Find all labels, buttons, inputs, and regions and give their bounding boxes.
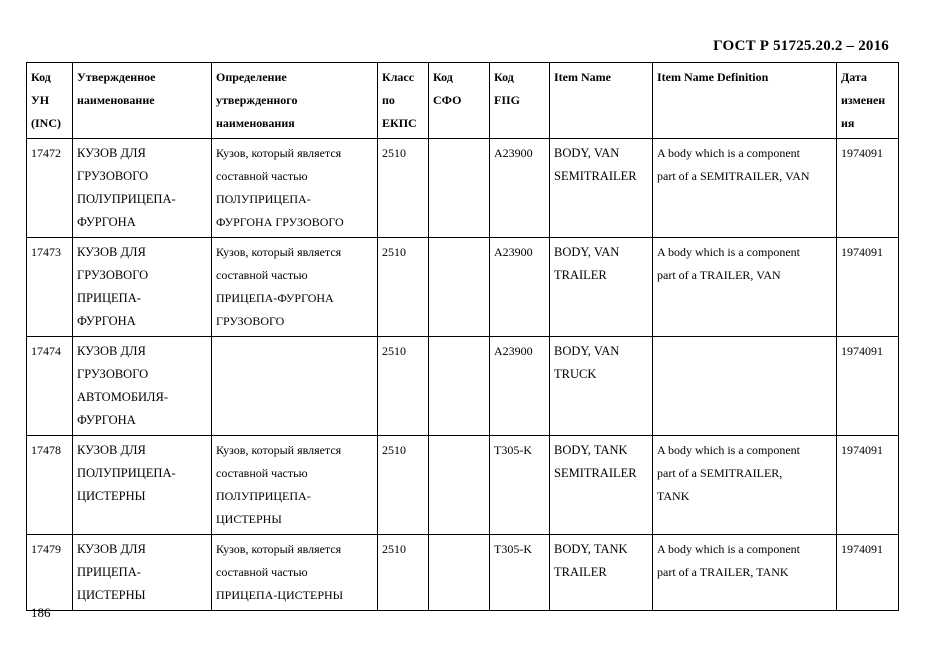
nomenclature-table	[26, 62, 899, 611]
cell-approved-name	[73, 238, 212, 337]
cell-approved-name	[73, 337, 212, 436]
header-line: утвержденного	[216, 93, 298, 107]
cell-line: КУЗОВ ДЛЯ	[77, 245, 146, 259]
cell-sfo	[429, 535, 490, 611]
cell-line: составной частью	[216, 169, 308, 183]
cell-item-definition	[653, 337, 837, 436]
cell-date: 1974091	[837, 535, 899, 611]
cell-line: A body which is a component	[657, 542, 800, 556]
cell-line: ГРУЗОВОГО	[77, 169, 149, 183]
cell-definition	[212, 337, 378, 436]
cell-line: part of a SEMITRAILER,	[657, 466, 783, 480]
cell-line: SEMITRAILER	[554, 169, 637, 183]
cell-item-definition	[653, 139, 837, 238]
cell-item-definition	[653, 535, 837, 611]
cell-inc: 17479	[27, 535, 73, 611]
header-line: Дата	[841, 70, 867, 84]
cell-fiig: T305-K	[490, 436, 550, 535]
table-row	[27, 535, 899, 611]
cell-line: Кузов, который является	[216, 542, 342, 556]
cell-line: BODY, VAN	[554, 245, 620, 259]
cell-item-name	[550, 238, 653, 337]
cell-line: BODY, TANK	[554, 443, 628, 457]
cell-date: 1974091	[837, 238, 899, 337]
header-line: (INC)	[31, 116, 61, 130]
header-col-inc	[27, 63, 73, 139]
cell-line: КУЗОВ ДЛЯ	[77, 146, 146, 160]
header-col-sfo	[429, 63, 490, 139]
cell-line: КУЗОВ ДЛЯ	[77, 344, 146, 358]
cell-fiig: A23900	[490, 238, 550, 337]
table-row	[27, 436, 899, 535]
cell-line: ФУРГОНА	[77, 215, 136, 229]
cell-line: A body which is a component	[657, 146, 800, 160]
cell-line: ЦИСТЕРНЫ	[216, 512, 282, 526]
cell-line: TRUCK	[554, 367, 597, 381]
cell-approved-name	[73, 436, 212, 535]
header-col-fiig	[490, 63, 550, 139]
cell-sfo	[429, 139, 490, 238]
cell-line: ГРУЗОВОГО	[216, 314, 285, 328]
cell-item-name	[550, 436, 653, 535]
cell-line: ПОЛУПРИЦЕПА-	[77, 192, 176, 206]
cell-line: КУЗОВ ДЛЯ	[77, 542, 146, 556]
cell-line: ПРИЦЕПА-	[77, 291, 141, 305]
header-line: Определение	[216, 70, 287, 84]
cell-line: составной частью	[216, 268, 308, 282]
cell-item-definition	[653, 436, 837, 535]
header-line: Код	[433, 70, 453, 84]
cell-line: ГРУЗОВОГО	[77, 367, 149, 381]
table-row	[27, 238, 899, 337]
cell-line: A body which is a component	[657, 443, 800, 457]
cell-fiig: T305-K	[490, 535, 550, 611]
cell-date: 1974091	[837, 337, 899, 436]
table-row	[27, 337, 899, 436]
header-col-item-name	[550, 63, 653, 139]
cell-line: part of a TRAILER, TANK	[657, 565, 789, 579]
cell-line: ФУРГОНА	[77, 413, 136, 427]
header-line: УН	[31, 93, 50, 107]
cell-date: 1974091	[837, 436, 899, 535]
cell-line: ПОЛУПРИЦЕПА-	[216, 192, 311, 206]
header-line: ЕКПС	[382, 116, 417, 130]
cell-sfo	[429, 337, 490, 436]
cell-inc: 17472	[27, 139, 73, 238]
cell-class: 2510	[378, 436, 429, 535]
header-line: ия	[841, 116, 855, 130]
cell-line: ФУРГОНА	[77, 314, 136, 328]
cell-date: 1974091	[837, 139, 899, 238]
cell-line: ПРИЦЕПА-	[77, 565, 141, 579]
cell-definition	[212, 139, 378, 238]
cell-class: 2510	[378, 535, 429, 611]
header-line: изменен	[841, 93, 886, 107]
cell-class: 2510	[378, 337, 429, 436]
cell-class: 2510	[378, 139, 429, 238]
cell-line: КУЗОВ ДЛЯ	[77, 443, 146, 457]
cell-line: составной частью	[216, 565, 308, 579]
cell-line: part of a TRAILER, VAN	[657, 268, 781, 282]
cell-approved-name	[73, 535, 212, 611]
cell-inc: 17474	[27, 337, 73, 436]
cell-line: BODY, TANK	[554, 542, 628, 556]
cell-definition	[212, 535, 378, 611]
cell-definition	[212, 238, 378, 337]
cell-class: 2510	[378, 238, 429, 337]
cell-line: АВТОМОБИЛЯ-	[77, 390, 169, 404]
page-number: 186	[31, 605, 51, 620]
cell-item-definition	[653, 238, 837, 337]
header-line: Класс	[382, 70, 415, 84]
header-line: наименование	[77, 93, 155, 107]
header-col-definition	[212, 63, 378, 139]
cell-line: ЦИСТЕРНЫ	[77, 588, 146, 602]
table-row	[27, 139, 899, 238]
cell-item-name	[550, 337, 653, 436]
header-line: Item Name Definition	[657, 70, 769, 84]
cell-line: ПРИЦЕПА-ЦИСТЕРНЫ	[216, 588, 344, 602]
cell-item-name	[550, 535, 653, 611]
cell-sfo	[429, 436, 490, 535]
cell-line: Кузов, который является	[216, 146, 342, 160]
header-line: СФО	[433, 93, 462, 107]
cell-line: part of a SEMITRAILER, VAN	[657, 169, 810, 183]
cell-line: ФУРГОНА ГРУЗОВОГО	[216, 215, 344, 229]
header-line: наименования	[216, 116, 295, 130]
cell-line: TANK	[657, 489, 690, 503]
cell-line: BODY, VAN	[554, 344, 620, 358]
cell-inc: 17473	[27, 238, 73, 337]
cell-approved-name	[73, 139, 212, 238]
cell-line: BODY, VAN	[554, 146, 620, 160]
table-header-row	[27, 63, 899, 139]
cell-line: TRAILER	[554, 268, 607, 282]
cell-line: ПОЛУПРИЦЕПА-	[77, 466, 176, 480]
document-code: ГОСТ Р 51725.20.2 – 2016	[713, 38, 889, 54]
cell-line: ГРУЗОВОГО	[77, 268, 149, 282]
header-col-item-definition	[653, 63, 837, 139]
cell-line: составной частью	[216, 466, 308, 480]
header-line: Item Name	[554, 70, 611, 84]
header-line: Код	[494, 70, 514, 84]
header-col-approved-name	[73, 63, 212, 139]
cell-inc: 17478	[27, 436, 73, 535]
cell-fiig: A23900	[490, 337, 550, 436]
cell-sfo	[429, 238, 490, 337]
cell-line: ПРИЦЕПА-ФУРГОНА	[216, 291, 334, 305]
cell-fiig: A23900	[490, 139, 550, 238]
header-col-class	[378, 63, 429, 139]
header-line: FIIG	[494, 93, 521, 107]
header-line: Утвержденное	[77, 70, 156, 84]
header-line: по	[382, 93, 395, 107]
cell-line: A body which is a component	[657, 245, 800, 259]
header-col-date	[837, 63, 899, 139]
header-line: Код	[31, 70, 51, 84]
cell-definition	[212, 436, 378, 535]
cell-line: SEMITRAILER	[554, 466, 637, 480]
cell-line: Кузов, который является	[216, 245, 342, 259]
cell-item-name	[550, 139, 653, 238]
cell-line: TRAILER	[554, 565, 607, 579]
cell-line: Кузов, который является	[216, 443, 342, 457]
table-body	[27, 139, 899, 611]
cell-line: ЦИСТЕРНЫ	[77, 489, 146, 503]
cell-line: ПОЛУПРИЦЕПА-	[216, 489, 311, 503]
